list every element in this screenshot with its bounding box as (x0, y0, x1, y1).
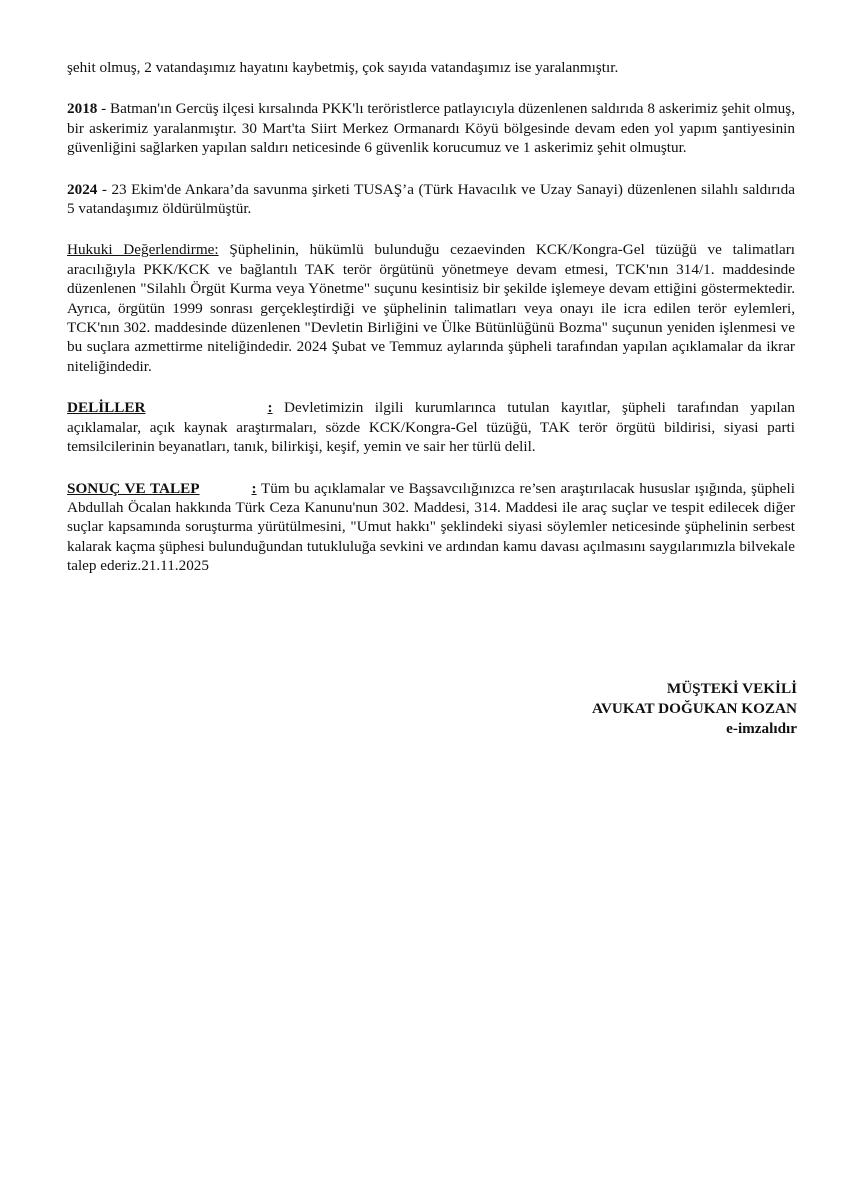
paragraph-conclusion-request (67, 479, 795, 576)
paragraph-legal-assessment (67, 240, 795, 376)
paragraph-intro-tail: şehit olmuş, 2 vatandaşımız hayatını kaybetmiş, çok sayıda vatandaşımız ise yaralanmıştır. (67, 59, 619, 76)
conclusion-request-text: Tüm bu açıklamalar ve Başsavcılığınızca re’sen araştırılacak hususlar ışığında, şüpheli Abdullah Öcalan hakkında Türk Ceza Kanunu'nun 302. Maddesi, 314. Maddesi ile araç suçlar ve tespit edilecek diğer suçlar kapsamında soruşturma yürütülmesini, "Umut hakkı" şeklindeki siyasi söylemler neticesinde şüphelinin serbest kalarak kaçma şüphesi bulunduğundan tutukluluğa sevkini ve ardından kamu davası açılmasını saygılarımızla bilvekale talep ederiz.21.11.2025 (67, 479, 795, 575)
evidence-text: Devletimizin ilgili kurumlarınca tutulan kayıtlar, şüpheli tarafından yapılan açıklamalar, açık kaynak araştırmaları, sözde KCK/Kongra-Gel tüzüğü, TAK terör örgütü bildirisi, siyasi parti temsilcilerinin beyanatları, tanık, bilirkişi, keşif, yemin ve sair her türlü delil. (67, 399, 795, 456)
legal-assessment-heading: Hukuki Değerlendirme: (67, 241, 219, 259)
signature-block (592, 679, 797, 739)
paragraph-evidence (67, 398, 795, 456)
conclusion-request-heading: SONUÇ VE TALEP : (67, 479, 257, 497)
signature-name: AVUKAT DOĞUKAN KOZAN (591, 700, 797, 717)
signature-role: MÜŞTEKİ VEKİLİ (666, 680, 797, 697)
signature-note: e-imzalıdır (726, 720, 797, 737)
paragraph-2024 (67, 180, 795, 219)
year-2024: 2024 (67, 180, 98, 198)
paragraph-2018 (67, 99, 795, 157)
paragraph-2018-text: - Batman'ın Gercüş ilçesi kırsalında PKK'lı teröristlerce patlayıcıyla düzenlenen saldırıda 8 askerimiz şehit olmuş, bir askerimiz yaralanmıştır. 30 Mart'ta Siirt Merkez Ormanardı Köyü bölgesinde devam eden yol yapım şantiyesinin güvenliğini sağlarken yapılan saldırı neticesinde 6 güvenlik korucumuz ve 1 askerimiz şehit olmuştur. (67, 100, 795, 157)
year-2018: 2018 (67, 100, 98, 118)
evidence-heading: DELİLLER : (67, 399, 273, 417)
legal-assessment-text: Şüphelinin, hükümlü bulunduğu cezaevinden KCK/Kongra-Gel tüzüğü ve talimatları aracılığıyla PKK/KCK ve bağlantılı TAK terör örgütünü yönetmeye devam etmesi, TCK'nın 314/1. maddesinde düzenlenen "Silahlı Örgüt Kurma veya Yönetme" suçunu kesintisiz bir şekilde işlemeye devam ettiğini göstermektedir. Ayrıca, örgütün 1999 sonrası gerçekleştirdiği ve şüphelinin talimatları veya onayı ile icra edilen terör eylemleri, TCK'nın 302. maddesinde düzenlenen "Devletin Birliğini ve Ülke Bütünlüğünü Bozma" suçunun yeniden işlenmesi ve bu suçlara azmettirme niteliğindedir. 2024 Şubat ve Temmuz aylarında şüpheli tarafından yapılan açıklamalar da ikrar niteliğindedir. (67, 241, 795, 375)
document-body (67, 58, 795, 598)
paragraph-2024-text: - 23 Ekim'de Ankara’da savunma şirketi TUSAŞ’a (Türk Havacılık ve Uzay Sanayi) düzenlenen silahlı saldırıda 5 vatandaşımız öldürülmüştür. (67, 180, 795, 218)
